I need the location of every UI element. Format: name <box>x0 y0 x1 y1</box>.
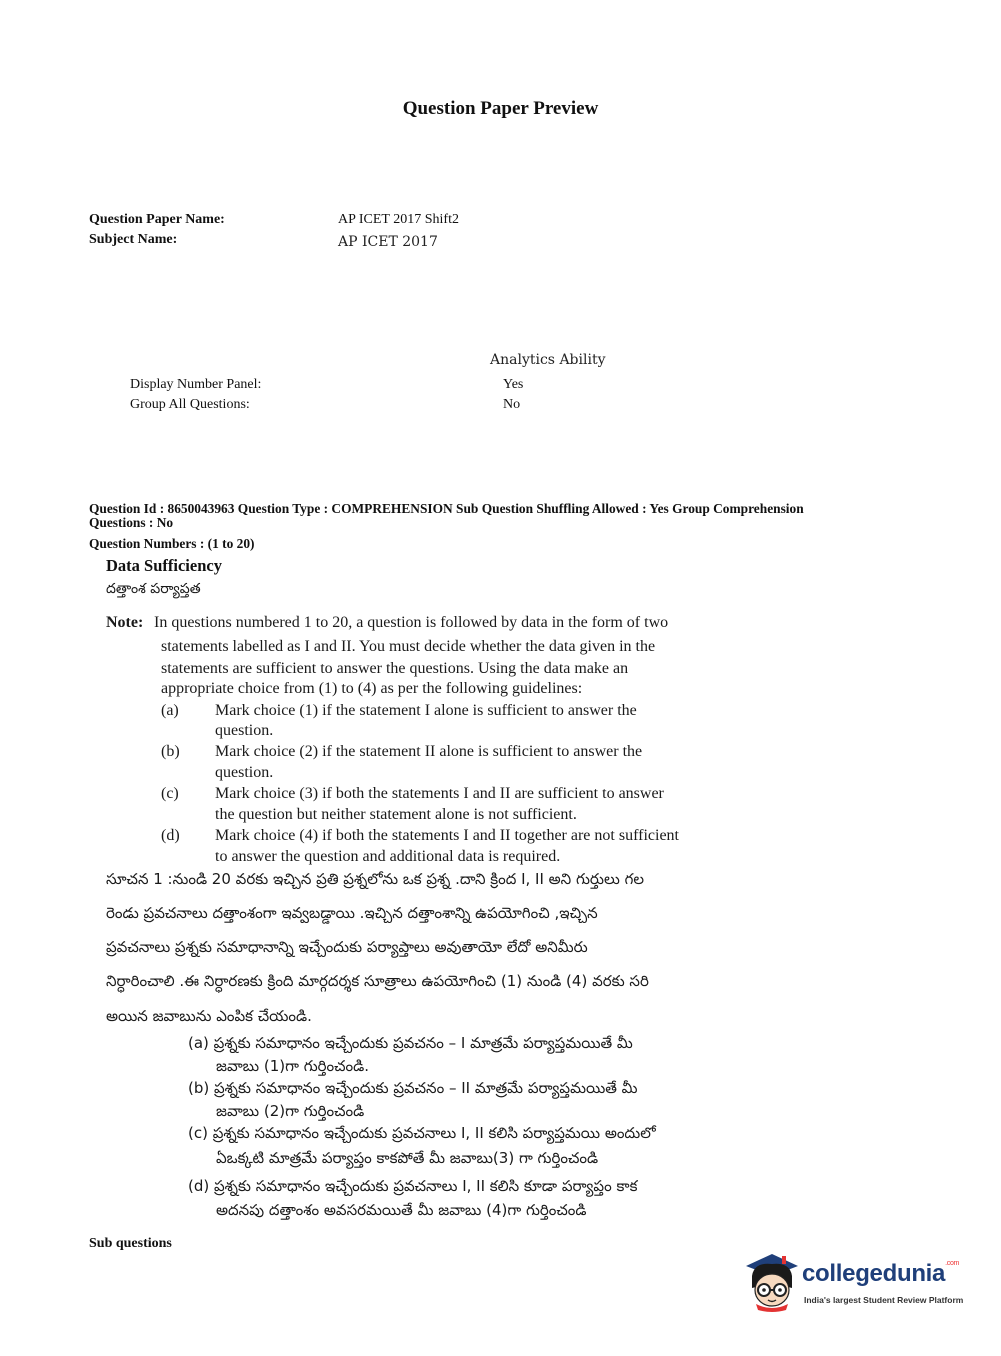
te-option-line: (b) ప్రశ్నకు సమాధానం ఇచ్చేందుకు ప్రవచనం – II మాత్రమే పర్యాప్తమయితే మీ <box>188 1079 638 1097</box>
option-label: (a) <box>161 702 179 719</box>
subject-name-value: AP ICET 2017 <box>338 234 438 250</box>
display-number-panel-value: Yes <box>503 377 524 392</box>
te-option-line: జవాబు (2)గా గుర్తించండి <box>216 1102 365 1120</box>
paper-name-label: Question Paper Name: <box>89 212 225 227</box>
logo-suffix: .com <box>945 1260 960 1267</box>
section-name: Analytics Ability <box>490 352 606 368</box>
note-line: statements are sufficient to answer the questions. Using the data make an <box>161 660 629 677</box>
note-line: statements labelled as I and II. You must decide whether the data given in the <box>161 638 656 655</box>
option-text: the question but neither statement alone is not sufficient. <box>215 806 577 823</box>
te-option-line: (a) ప్రశ్నకు సమాధానం ఇచ్చేందుకు ప్రవచనం – I మాత్రమే పర్యాప్తమయితే మీ <box>188 1034 633 1052</box>
te-instruction-line: నిర్ధారించాలి .ఈ నిర్ధారణకు క్రింది మార్గదర్శక సూత్రాలు ఉపయోగించి (1) నుండి (4) వరకు సరి <box>106 972 649 990</box>
te-option-line: అదనపు దత్తాంశం అవసరమయితే మీ జవాబు (4)గా గుర్తించండి <box>216 1201 587 1219</box>
option-text: question. <box>215 722 274 739</box>
option-text: to answer the question and additional data is required. <box>215 848 561 865</box>
logo-name: collegedunia <box>802 1260 946 1287</box>
student-mascot-icon <box>742 1248 802 1314</box>
heading-te: దత్తాంశ పర్యాప్తత <box>106 581 201 597</box>
display-number-panel-label: Display Number Panel: <box>130 377 262 392</box>
group-all-questions-label: Group All Questions: <box>130 397 250 412</box>
logo-wordmark <box>802 1260 959 1288</box>
option-text: Mark choice (4) if both the statements I and II together are not sufficient <box>215 827 679 844</box>
te-instruction-line: అయిన జవాబును ఎంపిక చేయండి. <box>106 1007 312 1025</box>
question-meta-line2: Questions : No <box>89 515 174 530</box>
paper-name-value: AP ICET 2017 Shift2 <box>338 212 459 227</box>
page-title: Question Paper Preview <box>402 98 599 119</box>
option-label: (b) <box>161 743 180 760</box>
subject-name-label: Subject Name: <box>89 232 178 247</box>
option-label: (d) <box>161 827 180 844</box>
group-all-questions-value: No <box>503 397 521 412</box>
option-text: Mark choice (1) if the statement I alone is sufficient to answer the <box>215 702 637 719</box>
te-option-line: (c) ప్రశ్నకు సమాధానం ఇచ్చేందుకు ప్రవచనాలు I, II కలిసి పర్యాప్తమయి అందులో <box>188 1124 656 1142</box>
sub-questions-label: Sub questions <box>89 1236 172 1251</box>
note-line: In questions numbered 1 to 20, a question is followed by data in the form of two <box>154 614 669 631</box>
te-option-line: (d) ప్రశ్నకు సమాధానం ఇచ్చేందుకు ప్రవచనాలు I, II కలిసి కూడా పర్యాప్తం కాక <box>188 1177 638 1195</box>
collegedunia-logo[interactable] <box>742 1248 972 1318</box>
option-label: (c) <box>161 785 179 802</box>
option-text: question. <box>215 764 274 781</box>
option-text: Mark choice (2) if the statement II alone is sufficient to answer the <box>215 743 643 760</box>
question-meta-line1: Question Id : 8650043963 Question Type : COMPREHENSION Sub Question Shuffling Allowed : Yes Group Comprehension <box>89 501 804 516</box>
te-option-line: ఏఒక్కటి మాత్రమే పర్యాప్తం కాకపోతే మీ జవాబు(3) గా గుర్తించండి <box>216 1149 599 1167</box>
te-option-line: జవాబు (1)గా గుర్తించండి. <box>216 1057 370 1075</box>
note-label: Note: <box>106 614 144 631</box>
note-line: appropriate choice from (1) to (4) as per the following guidelines: <box>161 680 583 697</box>
te-instruction-line: రెండు ప్రవచనాలు దత్తాంశంగా ఇవ్వబడ్డాయి .ఇచ్చిన దత్తాంశాన్ని ఉపయోగించి ,ఇచ్చిన <box>106 904 598 922</box>
heading-en: Data Sufficiency <box>106 556 222 575</box>
option-text: Mark choice (3) if both the statements I and II are sufficient to answer <box>215 785 664 802</box>
logo-tagline: India's largest Student Review Platform <box>804 1295 964 1305</box>
te-instruction-line: ప్రవచనాలు ప్రశ్నకు సమాధానాన్ని ఇచ్చేందుకు పర్యాప్తాలు అవుతాయో లేదో అనిమీరు <box>106 938 588 956</box>
question-numbers: Question Numbers : (1 to 20) <box>89 536 255 551</box>
te-instruction-line: సూచన 1 :నుండి 20 వరకు ఇచ్చిన ప్రతి ప్రశ్నలోను ఒక ప్రశ్న .దాని క్రింద I, II అని గుర్తులు గల <box>106 870 644 888</box>
